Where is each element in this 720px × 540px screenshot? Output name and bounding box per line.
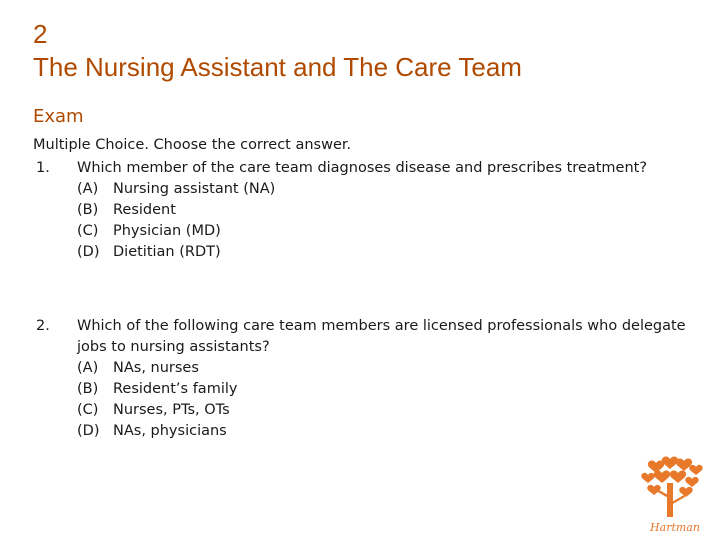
hartman-logo-icon — [640, 455, 710, 535]
question-1 — [33, 158, 693, 263]
option-a: (A) Nursing assistant (NA) — [77, 181, 276, 197]
option-b: (B) Resident — [77, 202, 176, 218]
question-text: Which member of the care team diagnoses disease and prescribes treatment? — [77, 160, 648, 176]
slide-title-block — [33, 18, 522, 84]
instructions-text: Choose the correct answer. — [148, 137, 352, 153]
option-b: (B) Resident’s family — [77, 381, 238, 397]
question-2 — [33, 316, 693, 442]
option-d: (D) Dietitian (RDT) — [77, 244, 221, 260]
option-c: (C) Nurses, PTs, OTs — [77, 402, 230, 418]
slide-title: The Nursing Assistant and The Care Team — [33, 52, 522, 82]
option-d: (D) NAs, physicians — [77, 423, 227, 439]
question-text: Which of the following care team members are licensed professionals who delegate jobs to nursing assistants? — [77, 318, 686, 355]
slide-number: 2 — [33, 19, 48, 49]
instructions-lead: Multiple Choice. — [33, 137, 149, 153]
option-a: (A) NAs, nurses — [77, 360, 199, 376]
question-number: 2. — [36, 318, 50, 334]
instructions — [33, 137, 351, 153]
question-number: 1. — [36, 160, 50, 176]
option-c: (C) Physician (MD) — [77, 223, 221, 239]
logo-wordmark: Hartman — [650, 521, 700, 534]
section-heading: Exam — [33, 106, 84, 127]
